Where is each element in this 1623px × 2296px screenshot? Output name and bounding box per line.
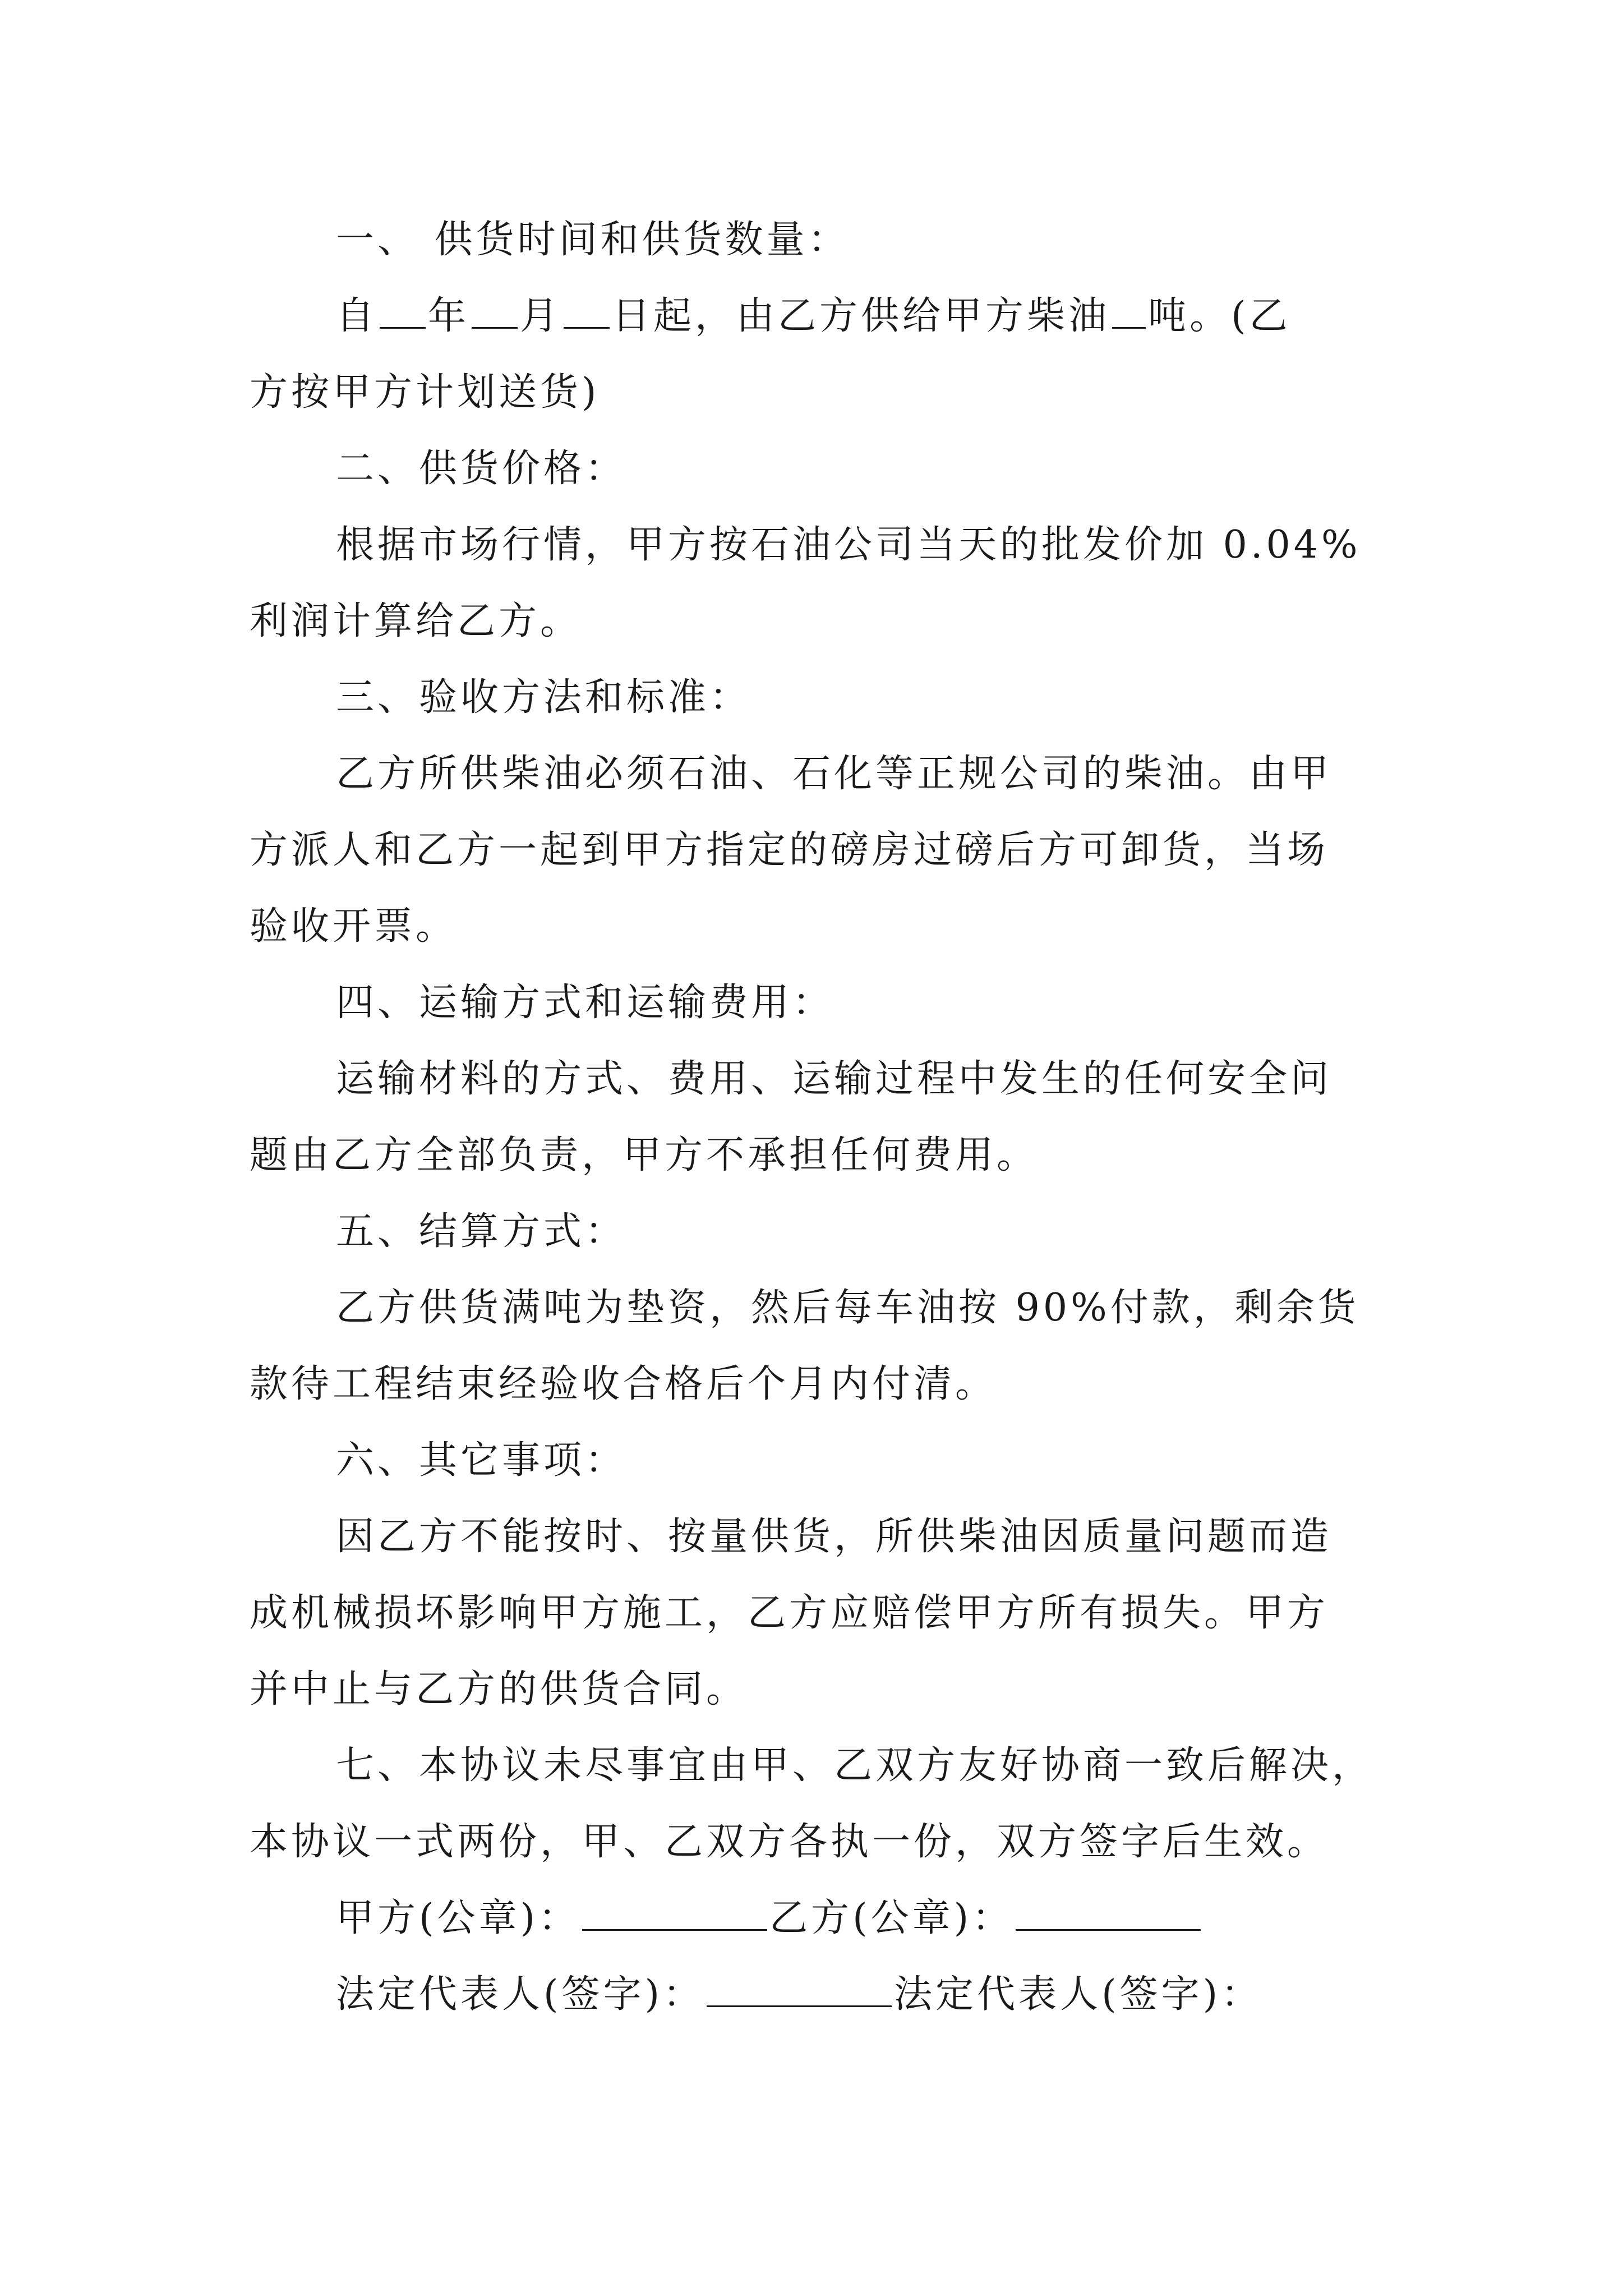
rep-a-label: 法定代表人(签字)： xyxy=(336,1972,705,2017)
body-line: 乙方供货满吨为垫资，然后每车油按 90%付款，剩余货 xyxy=(336,1286,1359,1330)
body-line: 方按甲方计划送货) xyxy=(250,370,600,415)
body-line: 根据市场行情，甲方按石油公司当天的批发价加 0.04% xyxy=(336,523,1361,567)
rep-b-label: 法定代表人(签字)： xyxy=(894,1972,1263,2017)
body-line: 题由乙方全部负责，甲方不承担任何费用。 xyxy=(250,1133,1039,1177)
text-month: 月 xyxy=(520,294,562,338)
section-heading-5: 五、结算方式： xyxy=(336,1209,627,1254)
body-line: 款待工程结束经验收合格后个月内付清。 xyxy=(250,1362,997,1406)
month-blank[interactable] xyxy=(472,293,518,329)
seal-row xyxy=(250,1880,1388,1957)
clause-7-line: 七、本协议未尽事宜由甲、乙双方友好协商一致后解决， xyxy=(336,1743,1374,1788)
text-ton: 吨。(乙 xyxy=(1148,294,1291,338)
day-blank[interactable] xyxy=(564,293,610,329)
supply-date-line xyxy=(250,278,1388,355)
section-heading-6: 六、其它事项： xyxy=(336,1438,627,1483)
body-line: 本协议一式两份，甲、乙双方各执一份，双方签字后生效。 xyxy=(250,1820,1329,1864)
text-from: 自 xyxy=(336,294,378,338)
body-line: 利润计算给乙方。 xyxy=(250,599,582,643)
body-line: 方派人和乙方一起到甲方指定的磅房过磅后方可卸货，当场 xyxy=(250,828,1329,872)
text-day-supply: 日起，由乙方供给甲方柴油 xyxy=(612,294,1110,338)
text-year: 年 xyxy=(428,294,470,338)
body-line: 验收开票。 xyxy=(250,904,458,949)
body-line: 并中止与乙方的供货合同。 xyxy=(250,1667,748,1711)
representative-row xyxy=(250,1957,1388,2033)
body-line: 因乙方不能按时、按量供货，所供柴油因质量问题而造 xyxy=(336,1515,1332,1559)
rep-a-blank[interactable] xyxy=(707,1971,892,2007)
party-a-seal-blank[interactable] xyxy=(582,1895,767,1931)
contract-page xyxy=(250,202,1388,2033)
body-line: 运输材料的方式、费用、运输过程中发生的任何安全问 xyxy=(336,1057,1332,1101)
section-heading-1: 一、 供货时间和供货数量： xyxy=(336,218,850,262)
section-heading-3: 三、验收方法和标准： xyxy=(336,675,751,720)
party-a-seal-label: 甲方(公章)： xyxy=(336,1896,580,1940)
party-b-seal-label: 乙方(公章)： xyxy=(769,1896,1014,1940)
body-line: 成机械损坏影响甲方施工，乙方应赔偿甲方所有损失。甲方 xyxy=(250,1591,1329,1635)
section-heading-2: 二、供货价格： xyxy=(336,447,627,491)
section-heading-4: 四、运输方式和运输费用： xyxy=(336,981,834,1025)
year-blank[interactable] xyxy=(380,293,426,329)
body-line: 乙方所供柴油必须石油、石化等正规公司的柴油。由甲 xyxy=(336,752,1332,796)
ton-blank[interactable] xyxy=(1112,293,1146,329)
party-b-seal-blank[interactable] xyxy=(1016,1895,1201,1931)
